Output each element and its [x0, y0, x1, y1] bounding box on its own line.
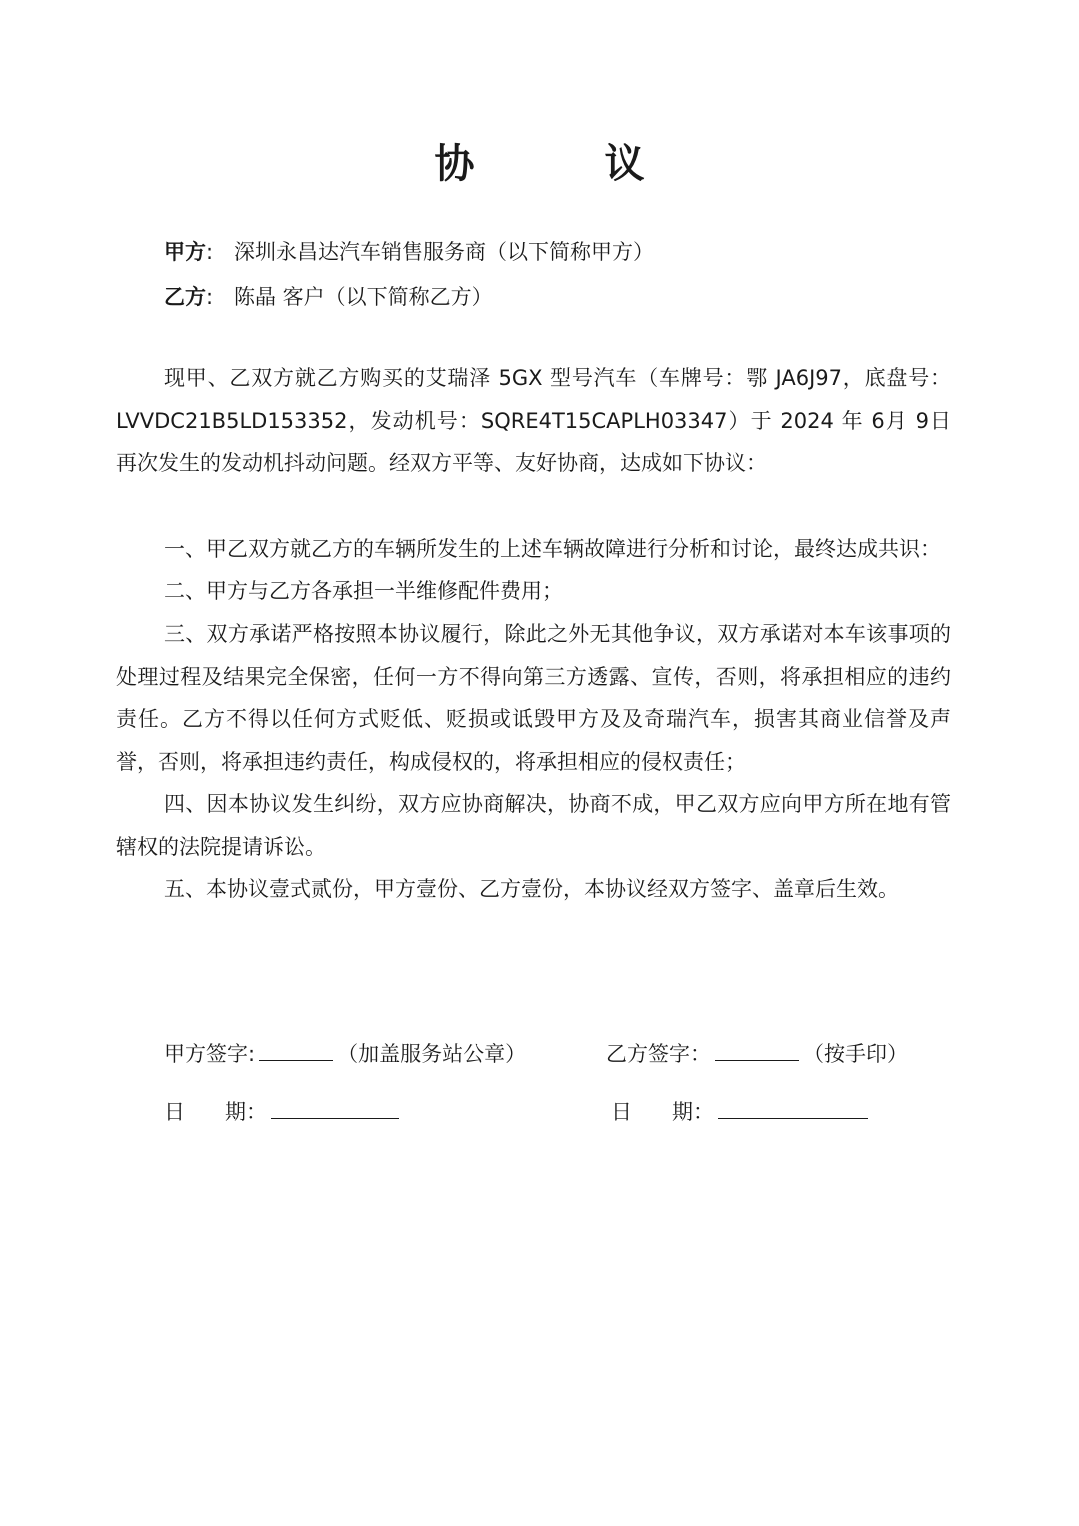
party-b-date-char-2: 期：	[672, 1100, 714, 1124]
party-a-signature-label: 甲方签字:	[164, 1042, 256, 1066]
party-b-date-blank[interactable]	[718, 1098, 868, 1119]
clause-4: 四、因本协议发生纠纷，双方应协商解决，协商不成，甲乙双方应向甲方所在地有管辖权的法院提请诉讼。	[116, 792, 951, 859]
party-b-signature-blank[interactable]	[715, 1040, 799, 1061]
party-a-value: 深圳永昌达汽车销售服务商（以下简称甲方）	[234, 240, 654, 264]
party-b-value: 陈晶 客户（以下简称乙方）	[234, 285, 493, 309]
party-b-signature-note: （按手印）	[803, 1042, 908, 1066]
party-b-date-line	[611, 1096, 872, 1126]
party-b-date-char-1: 日	[611, 1100, 632, 1124]
party-a-date-blank[interactable]	[271, 1098, 399, 1119]
party-b-signature-line	[606, 1038, 908, 1068]
intro-paragraph: 现甲、乙双方就乙方购买的艾瑞泽 5GX 型号汽车（车牌号：鄂 JA6J97，底盘号：LVVDC21B5LD153352，发动机号：SQRE4T15CAPLH03347）于 2024 年 6月 9日再次发生的发动机抖动问题。经双方平等、友好协商，达成如下协议：	[116, 366, 951, 475]
clause-2: 二、甲方与乙方各承担一半维修配件费用；	[164, 579, 563, 603]
clause-1: 一、甲乙双方就乙方的车辆所发生的上述车辆故障进行分析和讨论，最终达成共识：	[164, 537, 941, 561]
party-a-colon: :	[206, 240, 214, 264]
party-b-line	[164, 281, 493, 311]
party-b-signature-label: 乙方签字：	[606, 1042, 711, 1066]
party-a-date-line	[164, 1096, 403, 1126]
party-a-signature-line	[164, 1038, 526, 1068]
party-a-line	[164, 236, 654, 266]
party-a-signature-blank[interactable]	[259, 1040, 333, 1061]
clause-3: 三、双方承诺严格按照本协议履行，除此之外无其他争议，双方承诺对本车该事项的处理过程及结果完全保密，任何一方不得向第三方透露、宣传，否则，将承担相应的违约责任。乙方不得以任何方式贬低、贬损或诋毁甲方及及奇瑞汽车，损害其商业信誉及声誉，否则，将承担违约责任，构成侵权的，将承担相应的侵权责任；	[116, 622, 951, 774]
party-a-label: 甲方	[164, 240, 206, 264]
document-title: 协 议	[434, 141, 703, 187]
party-a-signature-note: （加盖服务站公章）	[337, 1042, 527, 1066]
party-b-label: 乙方	[164, 285, 206, 309]
party-a-date-char-2: 期：	[225, 1100, 267, 1124]
party-a-date-char-1: 日	[164, 1100, 185, 1124]
party-b-colon: :	[206, 285, 214, 309]
clause-5: 五、本协议壹式贰份，甲方壹份、乙方壹份，本协议经双方签字、盖章后生效。	[164, 877, 899, 901]
